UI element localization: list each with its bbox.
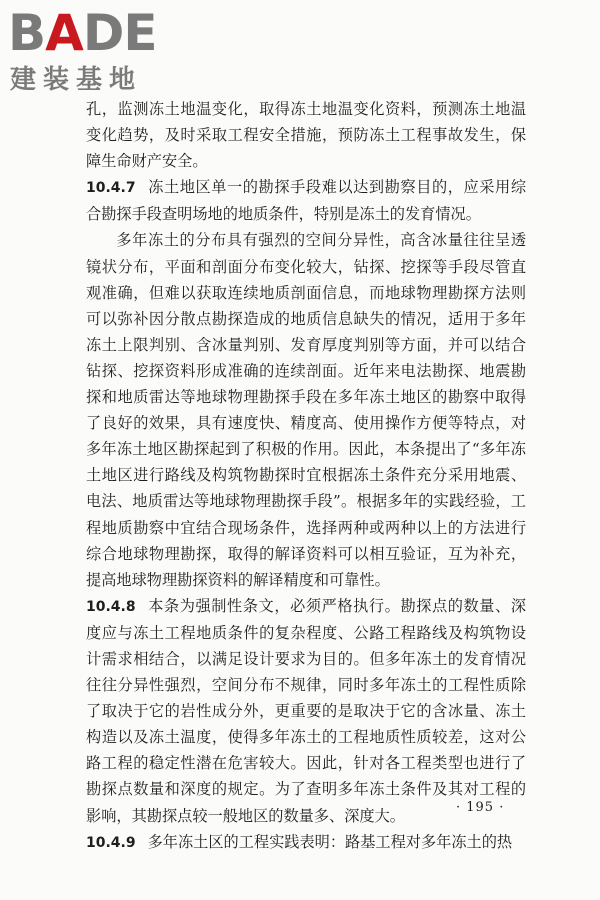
clause-10-4-8 (86, 593, 526, 829)
bade-logo (8, 6, 188, 96)
logo-letter-b: B (8, 4, 46, 62)
clause-text: 冻土地区单一的勘探手段难以达到勘察目的，应采用综合勘探手段查明场地的地质条件，特别是冻土的发育情况。 (86, 178, 526, 224)
paragraph-text: 孔，监测冻土地温变化，取得冻土地温变化资料，预测冻土地温变化趋势，及时采取工程安全措施，预防冻土工程事故发生，保障生命财产安全。 (86, 100, 526, 171)
clause-text: 本条为强制性条文，必须严格执行。勘探点的数量、深度应与冻土工程地质条件的复杂程度、公路工程路线及构筑物设计需求相结合，以满足设计要求为目的。但多年冻土的发育情况往往分异性强烈，空间分布不规律，同时多年冻土的工程性质除了取决于它的岩性成分外，更重要的是取决于它的含冰量、冻土构造以及冻土温度，使得多年冻土的工程地质性质较差，这对公路工程的稳定性潜在危害较大。因此，针对各工程类型也进行了勘探点数量和深度的规定。为了查明多年冻土条件及其对工程的影响，其勘探点较一般地区的数量多、深度大。 (86, 596, 526, 825)
clause-number: 10.4.9 (86, 834, 136, 851)
paragraph-continuation (86, 96, 526, 174)
clause-10-4-9 (86, 829, 526, 856)
logo-letter-a: A (45, 4, 83, 62)
page-body (86, 96, 526, 856)
clause-10-4-7-explanation (86, 227, 526, 592)
clause-text: 多年冻土区的工程实践表明：路基工程对多年冻土的热 (147, 832, 513, 851)
page-number: · 195 · (456, 800, 505, 815)
clause-number: 10.4.7 (86, 180, 136, 197)
clause-number: 10.4.8 (86, 598, 136, 615)
paragraph-text: 多年冻土的分布具有强烈的空间分异性，高含冰量往往呈透镜状分布，平面和剖面分布变化较大，钻探、挖探等手段尽管直观准确，但难以获取连续地质剖面信息，而地球物理勘探方法则可以弥补因分散点勘探造成的地质信息缺失的情况，适用于多年冻土上限判别、含冰量判别、发育厚度判别等方面，并可以结合钻探、挖探资料形成准确的连续剖面。近年来电法勘探、地震勘探和地质雷达等地球物理勘探手段在多年冻土地区的勘察中取得了良好的效果，具有速度快、精度高、使用操作方便等特点，对多年冻土地区勘探起到了积极的作用。因此，本条提出了“多年冻土地区进行路线及构筑物勘探时宜根据冻土条件充分采用地震、电法、地质雷达等地球物理勘探手段”。根据多年的实践经验，工程地质勘察中宜结合现场条件，选择两种或两种以上的方法进行综合地球物理勘探，取得的解译资料可以相互验证，互为补充，提高地球物理勘探资料的解译精度和可靠性。 (86, 231, 526, 589)
logo-subtitle: 建装基地 (10, 65, 143, 95)
clause-10-4-7 (86, 174, 526, 227)
logo-letters-de: DE (82, 4, 157, 62)
logo-wordmark (8, 6, 157, 60)
